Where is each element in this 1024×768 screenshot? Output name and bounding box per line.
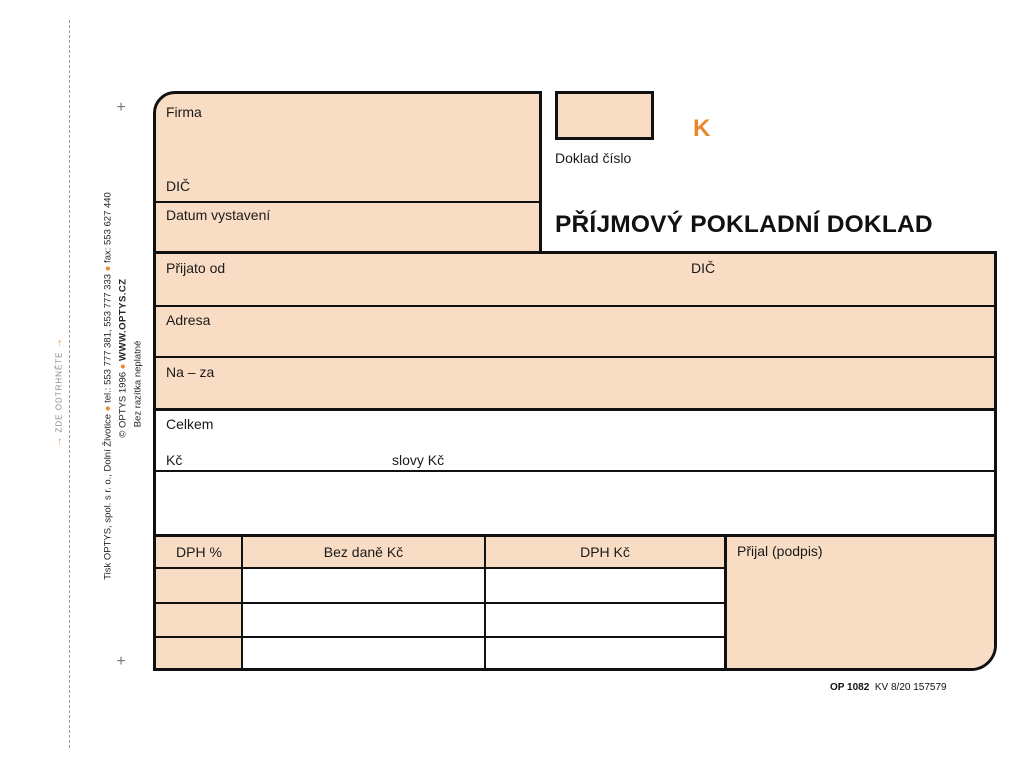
label-kc: Kč: [166, 452, 183, 468]
tear-line: [69, 20, 70, 748]
total-section: [153, 408, 997, 537]
label-firma: Firma: [166, 104, 202, 120]
payer-section: [153, 251, 997, 411]
divider: [156, 636, 725, 638]
bullet-icon: ●: [102, 405, 114, 412]
doc-number-field[interactable]: [555, 91, 654, 140]
arrow-icon: →: [53, 435, 65, 447]
divider: [156, 602, 725, 604]
label-adresa: Adresa: [166, 312, 211, 328]
label-dic-payer: DIČ: [691, 260, 716, 276]
label-slovy-kc: slovy Kč: [392, 452, 445, 468]
vat-rate-column: [156, 568, 242, 668]
label-prijal-podpis: Přijal (podpis): [737, 543, 823, 559]
document-title: PŘÍJMOVÝ POKLADNÍ DOKLAD: [555, 211, 933, 238]
label-prijato-od: Přijato od: [166, 260, 226, 276]
divider: [156, 567, 725, 569]
arrow-icon: →: [53, 337, 65, 349]
bullet-icon: ●: [102, 265, 114, 272]
header-bez-dane: Bez daně Kč: [323, 544, 404, 560]
label-doklad-cislo: Doklad číslo: [555, 150, 632, 166]
divider: [156, 201, 540, 203]
tear-label: → ZDE ODTRHNĚTE →: [53, 337, 65, 447]
bullet-icon: ●: [117, 363, 129, 370]
label-celkem: Celkem: [166, 416, 214, 432]
printer-info-line-1: Tisk OPTYS, spol. s r. o., Dolní Životice ● tel.: 553 777 381, 553 777 333 ● fax: 553 627 440: [102, 192, 114, 580]
label-na-za: Na – za: [166, 364, 215, 380]
header-dph-rate: DPH %: [176, 544, 222, 560]
validity-note: Bez razítka neplatné: [132, 340, 144, 428]
label-datum-vystaveni: Datum vystavení: [166, 207, 271, 223]
registration-mark-bottom: +: [116, 653, 126, 670]
registration-mark-top: +: [116, 99, 126, 116]
label-dic-company: DIČ: [166, 178, 191, 194]
divider: [156, 356, 994, 358]
printer-info-line-2: © OPTYS 1996 ● WWW.OPTYS.CZ: [117, 278, 129, 438]
company-block: [153, 91, 542, 254]
divider: [156, 470, 994, 472]
copy-letter: K: [693, 115, 711, 142]
divider: [156, 305, 994, 307]
form-code: OP 1082 KV 8/20 157579: [830, 682, 947, 693]
header-dph-kc: DPH Kč: [580, 544, 630, 560]
